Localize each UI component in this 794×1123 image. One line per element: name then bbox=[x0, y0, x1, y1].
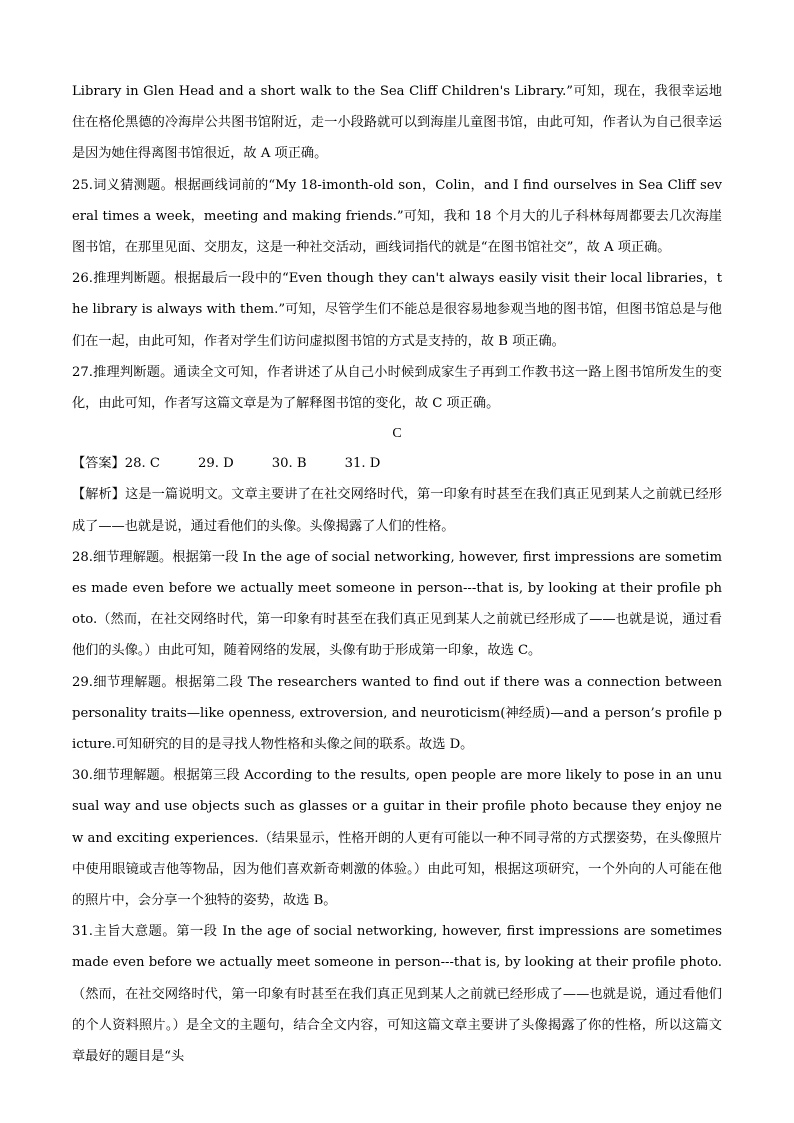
paragraph-24-continued: Library in Glen Head and a short walk to the Sea Cliff Children's Library.”可知，现在，我很幸运地住在格伦黑德的冷海岸公共图书馆附近，走一小段路就可以到海崖儿童图书馆，由此可知，作者认为自己很幸运是因为她住得离图书馆很近，故 A 项正确。 bbox=[72, 84, 722, 162]
answer-item: 28. C bbox=[124, 456, 161, 472]
answer-line bbox=[72, 448, 722, 479]
paragraph-29: 29.细节理解题。根据第二段 The researchers wanted to find out if there was a connection between personality traits—like openness, extroversion, and neuroticism(神经质)—and a person’s profile picture.可知研究的目的是寻找人物性格和头像之间的联系。故选 D。 bbox=[72, 674, 722, 753]
analysis-paragraph: 【解析】这是一篇说明文。文章主要讲了在社交网络时代，第一印象有时甚至在我们真正见到某人之前就已经形成了——也就是说，通过看他们的头像。头像揭露了人们的性格。 bbox=[72, 487, 722, 534]
answer-label: 【答案】 bbox=[72, 456, 125, 472]
answer-item: 31. D bbox=[344, 456, 381, 472]
paragraph-28: 28.细节理解题。根据第一段 In the age of social networking, however, first impressions are sometimes made even before we actually meet someone in person---that is, by looking at their profile photo.（然而，在社交网络时代，第一印象有时甚至在我们真正见到某人之前就已经形成了——也就是说，通过看他们的头像。）由此可知，随着网络的发展，头像有助于形成第一印象，故选 C。 bbox=[72, 549, 722, 659]
document-page bbox=[72, 76, 722, 1072]
paragraph-30: 30.细节理解题。根据第三段 According to the results, open people are more likely to pose in an unusual way and use objects such as glasses or a guitar in their profile photo because they enjoy new and exciting experiences.（结果显示，性格开朗的人更有可能以一种不同寻常的方式摆姿势，在头像照片中使用眼镜或吉他等物品，因为他们喜欢新奇刺激的体验。）由此可知，根据这项研究，一个外向的人可能在他的照片中，会分享一个独特的姿势，故选 B。 bbox=[72, 768, 722, 909]
answer-item: 29. D bbox=[198, 456, 234, 472]
paragraph-27: 27.推理判断题。通读全文可知，作者讲述了从自己小时候到成家生子再到工作教书这一路上图书馆所发生的变化，由此可知，作者写这篇文章是为了解释图书馆的变化，故 C 项正确。 bbox=[72, 364, 722, 412]
paragraph-31: 31.主旨大意题。第一段 In the age of social networking, however, first impressions are sometimes made even before we actually meet someone in person---that is, by looking at their profile photo.（然而，在社交网络时代，第一印象有时甚至在我们真正见到某人之前就已经形成了——也就是说，通过看他们的个人资料照片。）是全文的主题句，结合全文内容，可知这篇文章主要讲了头像揭露了你的性格，所以这篇文章最好的题目是“头 bbox=[72, 924, 722, 1065]
paragraph-25: 25.词义猜测题。根据画线词前的“My 18-imonth-old son，Colin，and I find ourselves in Sea Cliff several times a week，meeting and making friends.”可知，我和 18 个月大的儿子科林每周都要去几次海崖图书馆，在那里见面、交朋友，这是一种社交活动，画线词指代的就是“在图书馆社交”，故 A 项正确。 bbox=[72, 177, 722, 256]
paragraph-26: 26.推理判断题。根据最后一段中的“Even though they can't always easily visit their local libraries，the library is always with them.”可知，尽管学生们不能总是很容易地参观当地的图书馆，但图书馆总是与他们在一起，由此可知，作者对学生们访问虚拟图书馆的方式是支持的，故 B 项正确。 bbox=[72, 271, 722, 349]
answer-item: 30. B bbox=[271, 456, 307, 472]
section-heading: C bbox=[392, 426, 402, 442]
